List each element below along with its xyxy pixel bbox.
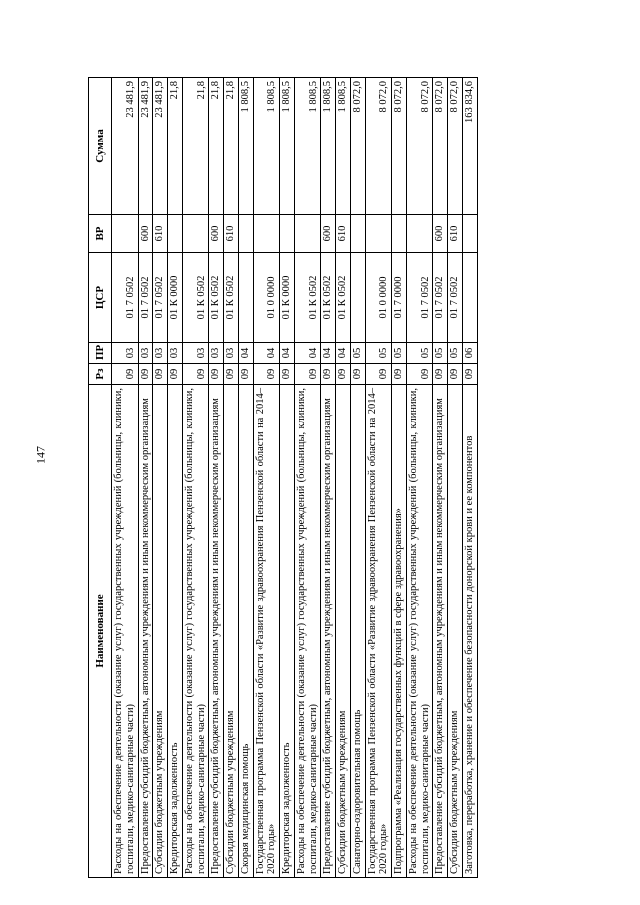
cell-sum: 23 481,9 — [138, 78, 153, 215]
cell-pr: 05 — [433, 343, 448, 364]
header-vr: ВР — [89, 215, 112, 253]
cell-sum: 21,8 — [168, 78, 183, 215]
cell-sum: 1 808,5 — [253, 78, 280, 215]
cell-csr: 01 К 0000 — [280, 253, 295, 343]
cell-vr — [350, 215, 365, 253]
table-row — [321, 78, 336, 878]
cell-name: Государственная программа Пензенской области «Развитие здравоохранения Пензенской области на 2014–2020 годы» — [365, 385, 392, 878]
cell-name: Субсидии бюджетным учреждениям — [153, 385, 168, 878]
table-row — [112, 78, 139, 878]
cell-pr: 05 — [350, 343, 365, 364]
header-sum: Сумма — [89, 78, 112, 215]
table-row — [448, 78, 463, 878]
table-row — [433, 78, 448, 878]
cell-csr: 01 7 0502 — [153, 253, 168, 343]
cell-name: Государственная программа Пензенской области «Развитие здравоохранения Пензенской области на 2014–2020 годы» — [253, 385, 280, 878]
cell-sum: 8 072,0 — [433, 78, 448, 215]
cell-vr — [406, 215, 433, 253]
table-row — [462, 78, 477, 878]
table-row — [168, 78, 183, 878]
cell-pr: 03 — [138, 343, 153, 364]
cell-csr: 01 К 0000 — [168, 253, 183, 343]
cell-rz: 09 — [112, 364, 139, 385]
table-row — [406, 78, 433, 878]
cell-vr — [238, 215, 253, 253]
cell-pr: 03 — [224, 343, 239, 364]
cell-vr — [462, 215, 477, 253]
cell-csr — [238, 253, 253, 343]
cell-pr: 04 — [336, 343, 351, 364]
table-row — [153, 78, 168, 878]
cell-sum: 23 481,9 — [112, 78, 139, 215]
cell-sum: 1 808,5 — [238, 78, 253, 215]
cell-vr — [280, 215, 295, 253]
cell-csr: 01 0 0000 — [253, 253, 280, 343]
cell-name: Субсидии бюджетным учреждениям — [224, 385, 239, 878]
cell-csr — [462, 253, 477, 343]
cell-csr: 01 7 0000 — [392, 253, 407, 343]
table-row — [182, 78, 209, 878]
cell-name: Субсидии бюджетным учреждениям — [448, 385, 463, 878]
cell-vr: 610 — [448, 215, 463, 253]
cell-rz: 09 — [433, 364, 448, 385]
cell-rz: 09 — [392, 364, 407, 385]
cell-sum: 8 072,0 — [448, 78, 463, 215]
cell-name: Предоставление субсидий бюджетным, автономным учреждениям и иным некоммерческим организациям — [321, 385, 336, 878]
cell-rz: 09 — [365, 364, 392, 385]
cell-name: Кредиторская задолженность — [280, 385, 295, 878]
cell-csr: 01 К 0502 — [182, 253, 209, 343]
cell-vr: 610 — [153, 215, 168, 253]
cell-name: Предоставление субсидий бюджетным, автономным учреждениям и иным некоммерческим организациям — [209, 385, 224, 878]
cell-sum: 1 808,5 — [336, 78, 351, 215]
cell-pr: 04 — [294, 343, 321, 364]
table-row — [350, 78, 365, 878]
cell-pr: 05 — [406, 343, 433, 364]
cell-sum: 163 834,6 — [462, 78, 477, 215]
cell-vr: 600 — [321, 215, 336, 253]
cell-vr — [294, 215, 321, 253]
cell-name: Расходы на обеспечение деятельности (оказание услуг) государственных учреждений (больницы, клиники, госпитали, медико-санитарные части) — [294, 385, 321, 878]
budget-table — [88, 77, 478, 878]
cell-csr: 01 7 0502 — [433, 253, 448, 343]
cell-rz: 09 — [238, 364, 253, 385]
cell-rz: 09 — [294, 364, 321, 385]
page-number: 147 — [33, 446, 48, 464]
table-row — [138, 78, 153, 878]
cell-sum: 21,8 — [224, 78, 239, 215]
cell-csr: 01 К 0502 — [321, 253, 336, 343]
cell-vr: 610 — [336, 215, 351, 253]
table-row — [238, 78, 253, 878]
cell-csr: 01 7 0502 — [406, 253, 433, 343]
cell-rz: 09 — [462, 364, 477, 385]
cell-rz: 09 — [448, 364, 463, 385]
cell-pr: 03 — [153, 343, 168, 364]
cell-pr: 04 — [238, 343, 253, 364]
cell-rz: 09 — [209, 364, 224, 385]
cell-sum: 1 808,5 — [321, 78, 336, 215]
cell-name: Скорая медицинская помощь — [238, 385, 253, 878]
cell-rz: 09 — [182, 364, 209, 385]
cell-vr — [365, 215, 392, 253]
header-name: Наименование — [89, 385, 112, 878]
cell-rz: 09 — [350, 364, 365, 385]
cell-pr: 03 — [112, 343, 139, 364]
cell-rz: 09 — [168, 364, 183, 385]
cell-csr: 01 К 0502 — [336, 253, 351, 343]
cell-csr: 01 7 0502 — [112, 253, 139, 343]
cell-vr — [112, 215, 139, 253]
cell-rz: 09 — [253, 364, 280, 385]
cell-sum: 8 072,0 — [406, 78, 433, 215]
cell-pr: 05 — [448, 343, 463, 364]
table-row — [392, 78, 407, 878]
cell-rz: 09 — [280, 364, 295, 385]
cell-rz: 09 — [336, 364, 351, 385]
cell-csr: 01 К 0502 — [294, 253, 321, 343]
cell-name: Субсидии бюджетным учреждениям — [336, 385, 351, 878]
cell-vr: 610 — [224, 215, 239, 253]
table-header-row — [89, 78, 112, 878]
cell-sum: 23 481,9 — [153, 78, 168, 215]
cell-vr — [253, 215, 280, 253]
header-rz: Рз — [89, 364, 112, 385]
table-row — [280, 78, 295, 878]
cell-vr — [392, 215, 407, 253]
cell-name: Предоставление субсидий бюджетным, автономным учреждениям и иным некоммерческим организациям — [138, 385, 153, 878]
cell-rz: 09 — [321, 364, 336, 385]
header-pr: ПР — [89, 343, 112, 364]
cell-csr: 01 7 0502 — [138, 253, 153, 343]
cell-pr: 03 — [168, 343, 183, 364]
cell-pr: 04 — [280, 343, 295, 364]
cell-csr: 01 7 0502 — [448, 253, 463, 343]
cell-pr: 03 — [209, 343, 224, 364]
cell-sum: 21,8 — [182, 78, 209, 215]
cell-pr: 04 — [253, 343, 280, 364]
rotated-table-container — [88, 78, 478, 878]
cell-name: Заготовка, переработка, хранение и обеспечение безопасности донорской крови и ее компонентов — [462, 385, 477, 878]
cell-vr — [168, 215, 183, 253]
cell-vr — [182, 215, 209, 253]
cell-pr: 04 — [321, 343, 336, 364]
cell-vr: 600 — [138, 215, 153, 253]
table-row — [209, 78, 224, 878]
cell-rz: 09 — [138, 364, 153, 385]
cell-csr: 01 К 0502 — [224, 253, 239, 343]
cell-sum: 8 072,0 — [350, 78, 365, 215]
cell-csr: 01 0 0000 — [365, 253, 392, 343]
cell-rz: 09 — [406, 364, 433, 385]
cell-name: Подпрограмма «Реализация государственных функций в сфере здравоохранения» — [392, 385, 407, 878]
cell-pr: 03 — [182, 343, 209, 364]
cell-name: Расходы на обеспечение деятельности (оказание услуг) государственных учреждений (больницы, клиники, госпитали, медико-санитарные части) — [112, 385, 139, 878]
cell-csr — [350, 253, 365, 343]
cell-name: Расходы на обеспечение деятельности (оказание услуг) государственных учреждений (больницы, клиники, госпитали, медико-санитарные части) — [182, 385, 209, 878]
table-row — [336, 78, 351, 878]
cell-vr: 600 — [209, 215, 224, 253]
cell-csr: 01 К 0502 — [209, 253, 224, 343]
cell-pr: 05 — [392, 343, 407, 364]
cell-vr: 600 — [433, 215, 448, 253]
cell-name: Предоставление субсидий бюджетным, автономным учреждениям и иным некоммерческим организациям — [433, 385, 448, 878]
cell-sum: 8 072,0 — [392, 78, 407, 215]
cell-pr: 05 — [365, 343, 392, 364]
cell-sum: 8 072,0 — [365, 78, 392, 215]
table-row — [294, 78, 321, 878]
table-row — [253, 78, 280, 878]
cell-name: Санаторно-оздоровительная помощь — [350, 385, 365, 878]
cell-sum: 1 808,5 — [280, 78, 295, 215]
cell-pr: 06 — [462, 343, 477, 364]
cell-sum: 1 808,5 — [294, 78, 321, 215]
cell-rz: 09 — [224, 364, 239, 385]
cell-sum: 21,8 — [209, 78, 224, 215]
cell-name: Кредиторская задолженность — [168, 385, 183, 878]
table-row — [365, 78, 392, 878]
table-row — [224, 78, 239, 878]
cell-name: Расходы на обеспечение деятельности (оказание услуг) государственных учреждений (больницы, клиники, госпитали, медико-санитарные части) — [406, 385, 433, 878]
header-csr: ЦСР — [89, 253, 112, 343]
cell-rz: 09 — [153, 364, 168, 385]
